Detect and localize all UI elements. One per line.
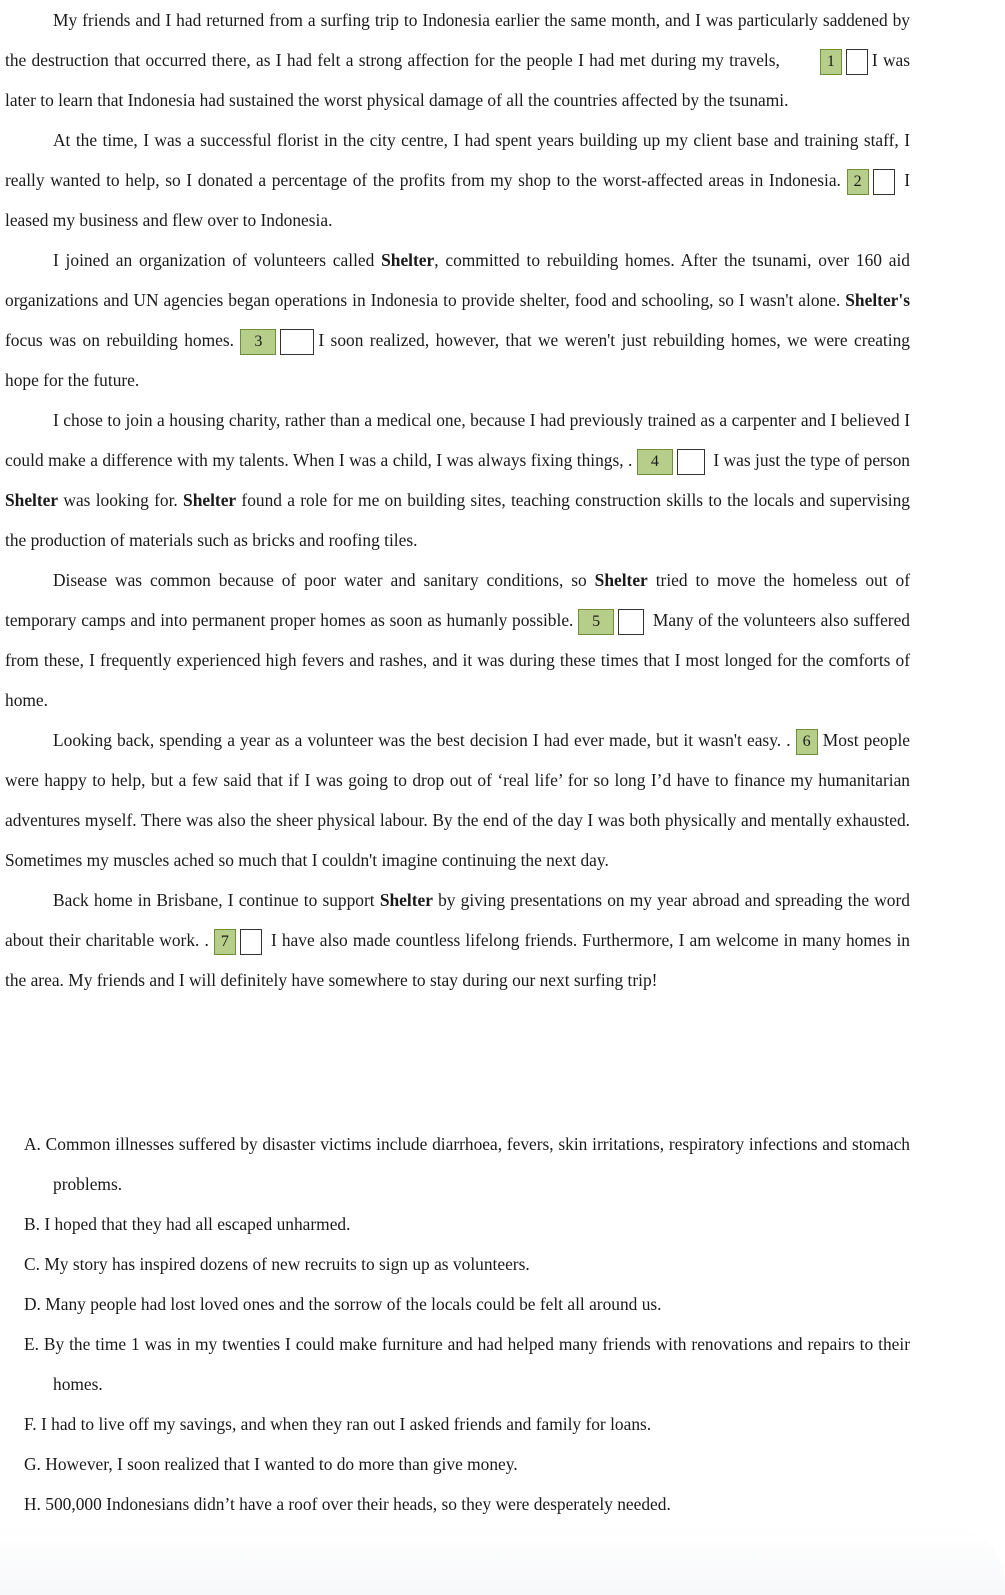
paragraph-7 <box>5 880 910 1000</box>
blank-number-7: 7 <box>214 929 236 955</box>
paragraph-text: Most people were happy to help, but a few said that if I was going to drop out of ‘real life’ for so long I’d have to finance my humanitarian adventures myself. There was also the sheer physical labour. By the end of the day I was both physically and mentally exhausted. Sometimes my muscles ached so much that I couldn't imagine continuing the next day. <box>5 730 910 870</box>
paragraph-text: focus was on rebuilding homes. <box>5 330 234 350</box>
paragraph-text: I leased my business and flew over to Indonesia. <box>5 170 911 230</box>
answer-blank-1[interactable] <box>846 49 868 75</box>
org-name: Shelter <box>379 890 433 910</box>
answer-options-list <box>24 1124 910 1524</box>
option-text: Common illnesses suffered by disaster victims include diarrhoea, fevers, skin irritations, respiratory infections and stomach problems. <box>45 1134 910 1194</box>
blank-number-4: 4 <box>637 449 673 475</box>
blank-number-3: 3 <box>240 329 276 355</box>
paragraph-text: I have also made countless lifelong friends. Furthermore, I am welcome in many homes in the area. My friends and I will definitely have somewhere to stay during our next surfing trip! <box>5 930 910 990</box>
blank-number-2: 2 <box>847 169 869 195</box>
paragraph-3 <box>5 240 910 400</box>
paragraph-text: Disease was common because of poor water and sanitary conditions, so <box>53 570 587 590</box>
option-letter: D. <box>24 1294 41 1314</box>
paragraph-text: I was later to learn that Indonesia had sustained the worst physical damage of all the countries affected by the tsunami. <box>5 50 910 110</box>
paragraph-text: At the time, I was a successful florist in the city centre, I had spent years building up my client base and training staff, I really wanted to help, so I donated a percentage of the profits from my shop to the worst-affected areas in Indonesia. <box>5 130 910 190</box>
answer-blank-3[interactable] <box>280 329 314 355</box>
paragraph-text: I chose to join a housing charity, rather than a medical one, because I had previously trained as a carpenter and I believed I could make a difference with my talents. When I was a child, I was always fixing things, . <box>5 410 910 470</box>
paragraph-5 <box>5 560 910 720</box>
option-b[interactable] <box>24 1204 910 1244</box>
paragraph-text: found a role for me on building sites, teaching construction skills to the locals and supervising the production of materials such as bricks and roofing tiles. <box>5 490 910 550</box>
option-text: Many people had lost loved ones and the sorrow of the locals could be felt all around us. <box>45 1294 662 1314</box>
paragraph-2 <box>5 120 910 240</box>
answer-blank-4[interactable] <box>677 449 705 475</box>
blank-number-6: 6 <box>796 729 818 755</box>
reading-passage <box>5 0 910 1000</box>
paragraph-text: Many of the volunteers also suffered from these, I frequently experienced high fevers and rashes, and it was during these times that I most longed for the comforts of home. <box>5 610 910 710</box>
paragraph-4 <box>5 400 910 560</box>
org-name: Shelter's <box>845 290 910 310</box>
option-letter: F. <box>24 1414 37 1434</box>
option-e[interactable] <box>24 1324 910 1404</box>
option-text: I hoped that they had all escaped unharmed. <box>44 1214 351 1234</box>
option-c[interactable] <box>24 1244 910 1284</box>
option-text: My story has inspired dozens of new recruits to sign up as volunteers. <box>44 1254 530 1274</box>
paragraph-text: was looking for. <box>63 490 178 510</box>
option-letter: B. <box>24 1214 40 1234</box>
blank-number-1: 1 <box>820 49 842 75</box>
option-letter: A. <box>24 1134 41 1154</box>
paragraph-text: by giving presentations on my year abroad and spreading the word about their charitable work. . <box>5 890 910 950</box>
paragraph-text: tried to move the homeless out of temporary camps and into permanent proper homes as soon as humanly possible. <box>5 570 910 630</box>
option-text: However, I soon realized that I wanted to do more than give money. <box>45 1454 518 1474</box>
org-name: Shelter <box>381 250 435 270</box>
paragraph-text: My friends and I had returned from a surfing trip to Indonesia earlier the same month, and I was particularly saddened by the destruction that occurred there, as I had felt a strong affection for the people I had met during my travels, <box>5 10 910 70</box>
org-name: Shelter <box>183 490 237 510</box>
blank-number-5: 5 <box>578 609 614 635</box>
paragraph-text: Looking back, spending a year as a volunteer was the best decision I had ever made, but it wasn't easy. . <box>53 730 791 750</box>
option-f[interactable] <box>24 1404 910 1444</box>
option-g[interactable] <box>24 1444 910 1484</box>
paragraph-text: Back home in Brisbane, I continue to support <box>53 890 375 910</box>
option-letter: C. <box>24 1254 40 1274</box>
option-text: I had to live off my savings, and when they ran out I asked friends and family for loans. <box>41 1414 652 1434</box>
org-name: Shelter <box>594 570 648 590</box>
paragraph-text: I joined an organization of volunteers called <box>53 250 375 270</box>
page-bottom-shade <box>0 1525 1005 1595</box>
option-letter: E. <box>24 1334 39 1354</box>
option-h[interactable] <box>24 1484 910 1524</box>
paragraph-6 <box>5 720 910 880</box>
answer-blank-7[interactable] <box>240 929 262 955</box>
paragraph-text: I was just the type of person <box>713 450 910 470</box>
paragraph-1 <box>5 0 910 120</box>
org-name: Shelter <box>5 490 59 510</box>
option-letter: G. <box>24 1454 41 1474</box>
answer-blank-2[interactable] <box>873 169 895 195</box>
option-text: 500,000 Indonesians didn’t have a roof over their heads, so they were desperately needed. <box>45 1494 671 1514</box>
paragraph-text: , committed to rebuilding homes. After the tsunami, over 160 aid organizations and UN agencies began operations in Indonesia to provide shelter, food and schooling, so I wasn't alone. <box>5 250 911 310</box>
option-letter: H. <box>24 1494 41 1514</box>
option-d[interactable] <box>24 1284 910 1324</box>
paragraph-text: I soon realized, however, that we weren't just rebuilding homes, we were creating hope for the future. <box>5 330 910 390</box>
option-text: By the time 1 was in my twenties I could make furniture and had helped many friends with renovations and repairs to their homes. <box>43 1334 910 1394</box>
answer-blank-5[interactable] <box>618 609 644 635</box>
option-a[interactable] <box>24 1124 910 1204</box>
